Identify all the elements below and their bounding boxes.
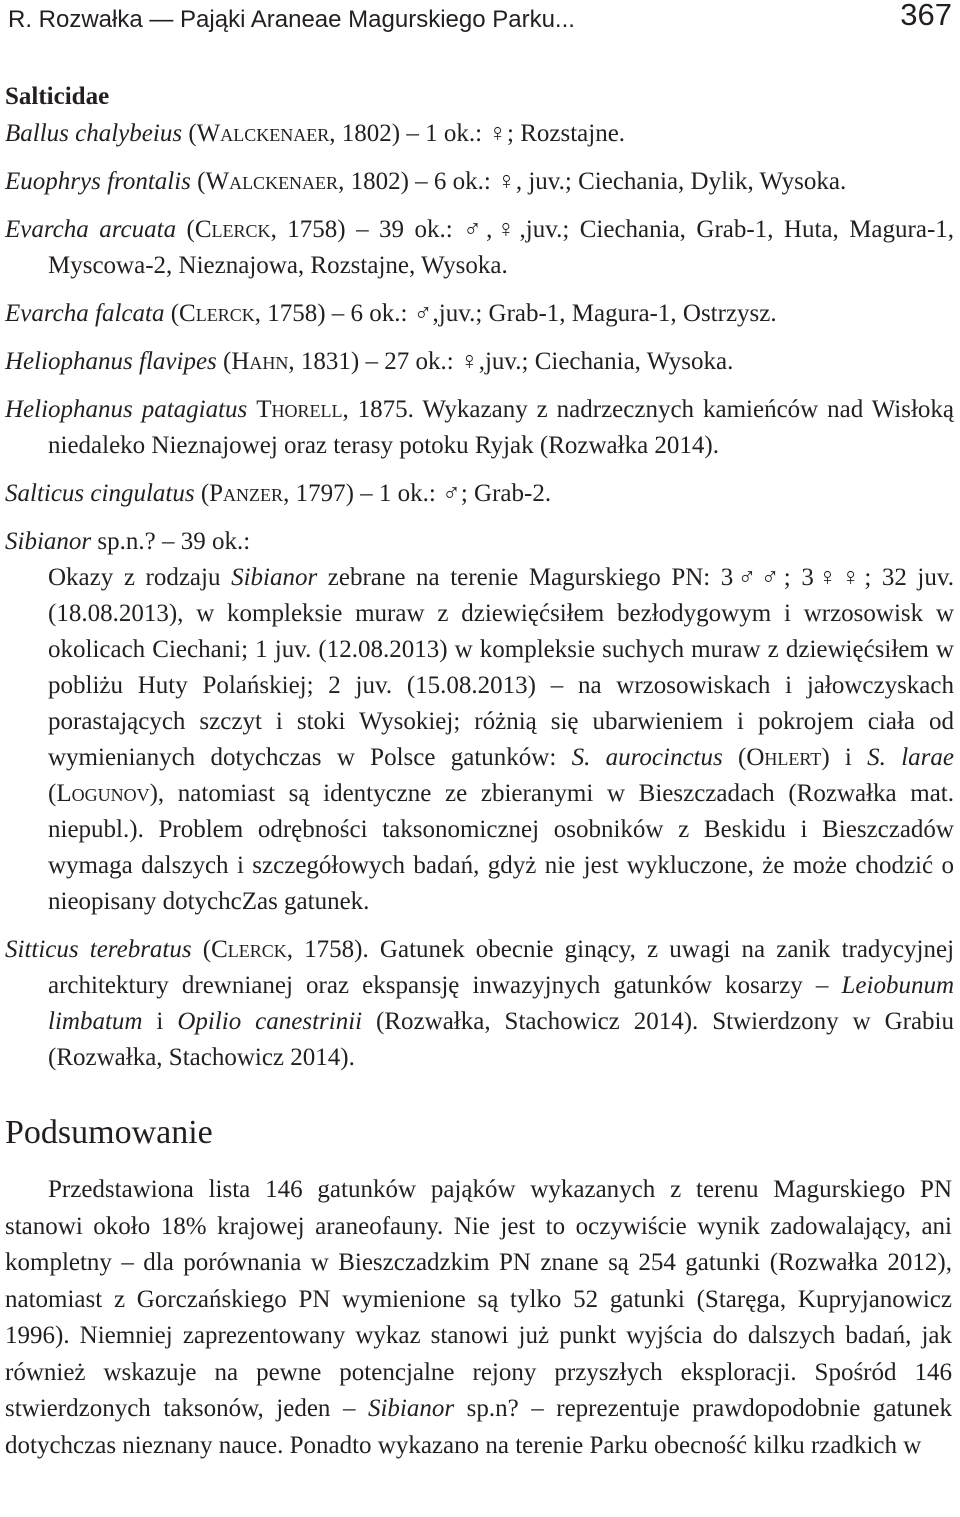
running-title: R. Rozwałka — Pająki Araneae Magurskiego Parku... (8, 6, 575, 33)
species-name: Evarcha arcuata (5, 216, 177, 243)
species-list (5, 116, 954, 1076)
species-entry (5, 344, 954, 380)
species-name: Ballus chalybeius (5, 120, 183, 147)
species-details: – 6 ok.: ♂,juv.; Grab-1, Magura-1, Ostrzysz. (325, 300, 777, 327)
species-entry (5, 392, 954, 464)
author-year: , 1875. (342, 396, 414, 423)
species-details: – 1 ok.: ♂; Grab-2. (353, 480, 552, 507)
species-details: – 1 ok.: ♀; Rozstajne. (400, 120, 626, 147)
text-run: (Rozwałka, Stachowicz 2014). Stwierdzony w Grabiu (Rozwałka, Stachowicz 2014). (48, 1008, 954, 1071)
author-name: Walckenaer (196, 120, 330, 147)
species-details: Wykazany z nadrzecznych kamieńców nad Wisłoką niedaleko Nieznajowej oraz terasy potoku Ryjak (Rozwałka 2014). (48, 396, 955, 459)
author-name: Thorell (256, 396, 343, 423)
species-name: Evarcha falcata (5, 300, 165, 327)
species-name: Euophrys frontalis (5, 168, 191, 195)
text-run: ) i (821, 744, 868, 771)
author-open: ( (190, 168, 206, 195)
author-open: ( (182, 120, 197, 147)
species-details: – 39 ok.: ♂,♀,juv.; Ciechania, Grab-1, Huta, Magura-1, Myscowa-2, Nieznajowa, Rozstajne, Wysoka. (48, 216, 955, 279)
author-name: Hahn (231, 348, 289, 375)
author-name: Clerck (211, 936, 287, 963)
author-year: , 1758) (270, 216, 346, 243)
text-run: ( (48, 780, 57, 807)
species-entry-sibianor (5, 524, 954, 920)
species-name: Sibianor (5, 528, 92, 555)
author-year: , 1758). (286, 936, 369, 963)
species-ref: Leiobunum limbatum (48, 972, 954, 1035)
species-entry (5, 116, 954, 152)
author-year: , 1831) (288, 348, 360, 375)
author-year: , 1797) (283, 480, 354, 507)
page-header (8, 0, 952, 40)
species-name: Sitticus terebratus (5, 936, 192, 963)
section-heading: Podsumowanie (5, 1114, 213, 1151)
species-name: Heliophanus patagiatus (5, 396, 248, 423)
author-open: ( (216, 348, 232, 375)
author-name: Clerck (194, 216, 271, 243)
text-run: Okazy z rodzaju (48, 564, 232, 591)
author-open: ( (191, 936, 212, 963)
author-year: , 1802) (329, 120, 401, 147)
sibianor-description (48, 560, 954, 920)
species-entry (5, 476, 954, 512)
species-entry (5, 296, 954, 332)
author-year: , 1758) (254, 300, 326, 327)
author-name: Ohlert (746, 744, 822, 771)
text-run: ( (722, 744, 747, 771)
author-name: Panzer (209, 480, 284, 507)
species-name: Heliophanus flavipes (5, 348, 217, 375)
family-heading: Salticidae (5, 83, 110, 110)
author-name: Clerck (179, 300, 255, 327)
author-year: , 1802) (338, 168, 409, 195)
species-ref: S. aurocinctus (571, 744, 723, 771)
author-name: Logunov (56, 780, 150, 807)
species-details: – 6 ok.: ♀, juv.; Ciechania, Dylik, Wysoka. (408, 168, 847, 195)
species-entry (5, 164, 954, 200)
page-number: 367 (900, 0, 952, 32)
text-run: Przedstawiona lista 146 gatunków pająków wykazanych z terenu Magurskiego PN stanowi około 18% krajowej araneofauny. Nie jest to oczywiście wynik zadowalający, ani kompletny – dla porównania w Bieszczadzkim PN znane są 254 gatunki (Rozwałka 2012), natomiast z Gorczańskiego PN wymienione są tylko 52 gatunki (Staręga, Kupryjanowicz 1996). Niemniej zaprezentowany wykaz stanowi już punkt wyjścia do dalszych badań, jak również wskazuje na pewne potencjalne rejony przyszłych eksploracji. Spośród 146 stwierdzonych taksonów, jeden – (5, 1176, 952, 1422)
species-name: Salticus cingulatus (5, 480, 195, 507)
genus-name: Sibianor (367, 1395, 455, 1422)
text-run: Gatunek obecnie ginący, z uwagi na zanik tradycyjnej architektury drewnianej oraz ekspansję inwazyjnych gatunków kosarzy – (48, 936, 955, 999)
species-entry (5, 212, 954, 284)
species-ref: Opilio canestrinii (177, 1008, 363, 1035)
author-open: ( (176, 216, 195, 243)
text-run: zebrane na terenie Magurskiego PN: 3♂♂; 3♀♀; 32 juv. (18.08.2013), w kompleksie muraw z dziewięćsiłem bezłodygowym i wrzosowisk w okolicach Ciechani; 1 juv. (12.08.2013) w kompleksie suchych muraw z dziewięćsiłem w pobliżu Huty Polańskiej; 2 juv. (15.08.2013) – na wrzosowiskach i jałowczyskach porastających szczyt i stoki Wysokiej; różnią się ubarwieniem i pokrojem ciała od wymienianych dotychczas w Polsce gatunków: (48, 564, 954, 771)
species-entry-sitticus (5, 932, 954, 1076)
species-details: sp.n.? – 39 ok.: (91, 528, 251, 555)
author-open: ( (164, 300, 180, 327)
text-run: sp.n? – reprezentuje prawdopodobnie gatunek dotychczas nieznany nauce. Ponadto wykazano na terenie Parku obecność kilku rzadkich w (5, 1395, 952, 1459)
species-ref: S. larae (867, 744, 954, 771)
text-run: i (142, 1008, 178, 1035)
species-details: – 27 ok.: ♀,juv.; Ciechania, Wysoka. (359, 348, 734, 375)
summary-paragraph (5, 1172, 954, 1464)
main-content (5, 80, 954, 1464)
author-open (247, 396, 256, 423)
author-name: Walckenaer (205, 168, 339, 195)
author-open: ( (194, 480, 210, 507)
text-run: ), natomiast są identyczne ze zbieranymi w Bieszczadach (Rozwałka mat. niepubl.). Problem odrębności taksonomicznej osobników z Beskidu i Bieszczadów wymaga dalszych i szczegółowych badań, gdyż nie jest wykluczone, że może chodzić o nieopisany dotychcZas gatunek. (48, 780, 954, 915)
genus-name: Sibianor (231, 564, 318, 591)
